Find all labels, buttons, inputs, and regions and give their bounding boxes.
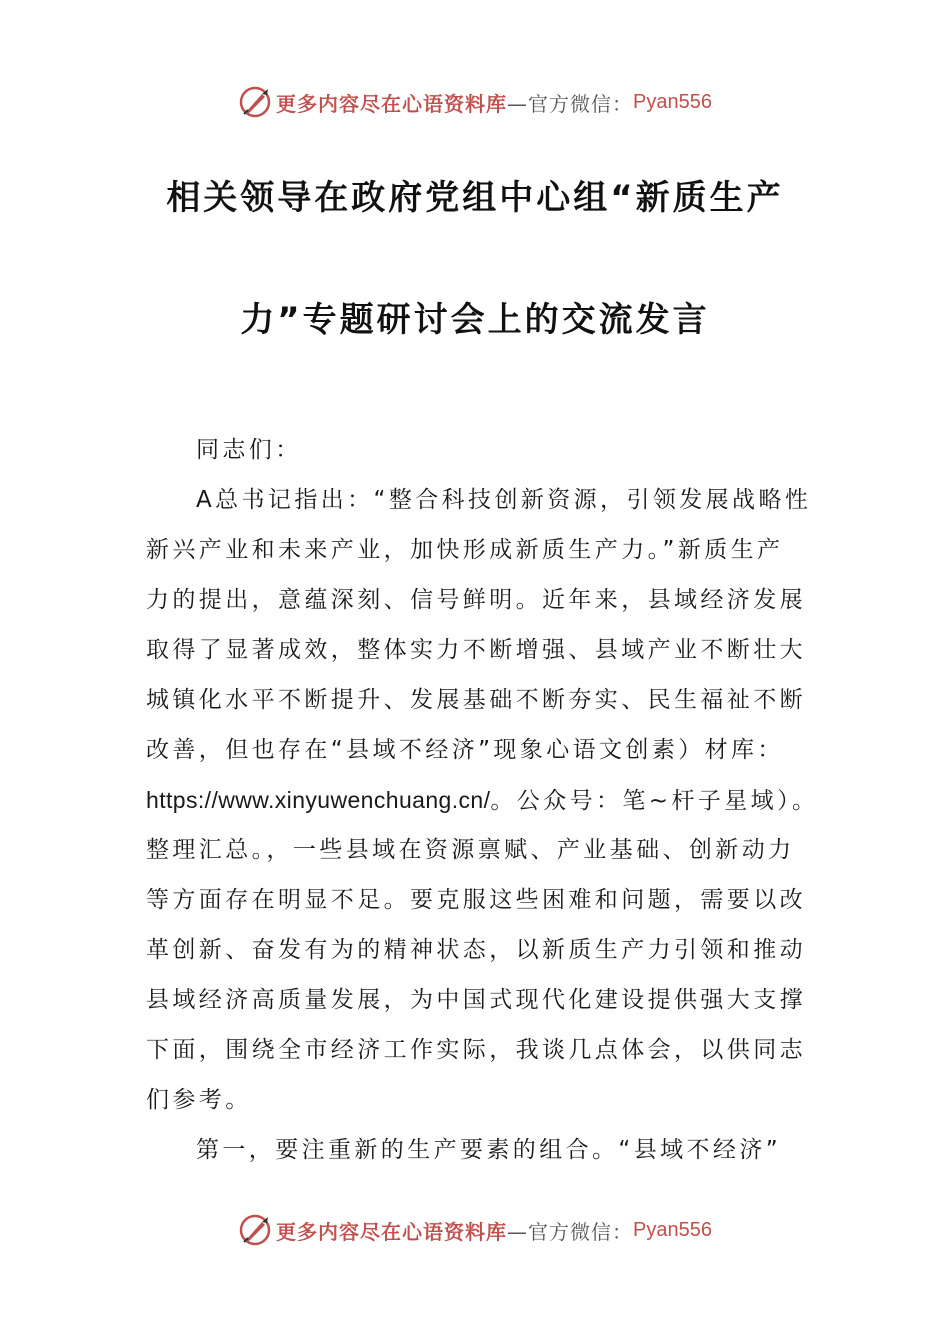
paragraph-line-url [146,775,818,825]
paragraph-line: 们参考。 [146,1087,252,1113]
banner-wechat-handle: Pyan556 [633,1218,712,1241]
banner-brand-text: 更多内容尽在心语资料库 [276,1219,508,1244]
quill-logo-icon [238,85,272,119]
paragraph-line: 城镇化水平不断提升、发展基础不断夯实、民生福祉不断 [146,687,806,713]
paragraph-line: 新兴产业和未来产业，加快形成新质生产力。”新质生产 [146,537,784,563]
paragraph-line: 改善，但也存在“县域不经济”现象心语文创素）材库： [146,737,784,763]
header-watermark [0,82,950,122]
banner-separator-text: —官方微信： [507,1219,634,1244]
banner-separator-text: —官方微信： [507,91,634,116]
paragraph-line: 取得了显著成效，整体实力不断增强、县域产业不断壮大 [146,637,806,663]
document-title-line-1: 相关领导在政府党组中心组“新质生产 [166,178,784,218]
paragraph-line: 等方面存在明显不足。要克服这些困难和问题，需要以改 [146,887,806,913]
quill-logo-icon [238,1213,272,1247]
paragraph-line: 下面，围绕全市经济工作实际，我谈几点体会，以供同志 [146,1037,806,1063]
banner-brand-text: 更多内容尽在心语资料库 [276,91,508,116]
url-tail-text: 。公众号：笔~杆子星域）。 [490,788,819,814]
paragraph-line: 整理汇总。，一些县域在资源禀赋、产业基础、创新动力 [146,837,795,863]
banner-wechat-handle: Pyan556 [633,90,712,113]
paragraph-line-section-one: 第一，要注重新的生产要素的组合。“县域不经济” [196,1137,782,1163]
salutation: 同志们： [196,437,302,463]
paragraph-line: 革创新、奋发有为的精神状态，以新质生产力引领和推动 [146,937,806,963]
document-title-line-2: 力”专题研讨会上的交流发言 [240,300,710,340]
paragraph-line: 县域经济高质量发展，为中国式现代化建设提供强大支撑 [146,987,806,1013]
footer-watermark [0,1210,950,1250]
paragraph-line: A总书记指出：“整合科技创新资源，引领发展战略性 [196,487,812,513]
source-url: https://www.xinyuwenchuang.cn/ [146,787,491,813]
paragraph-line: 力的提出，意蕴深刻、信号鲜明。近年来，县域经济发展 [146,587,806,613]
